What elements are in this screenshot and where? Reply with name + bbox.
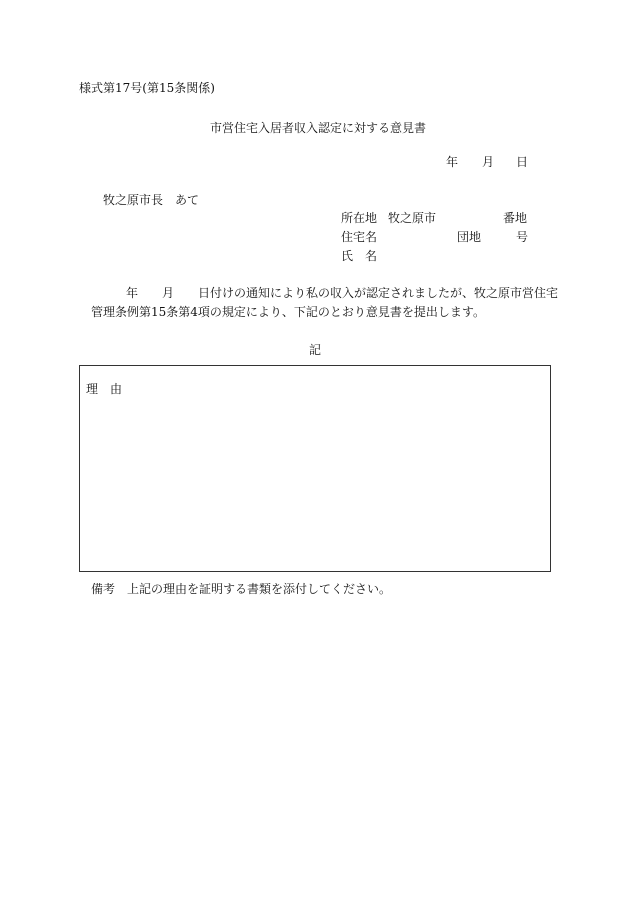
- housing-danchi: 団地: [457, 230, 482, 244]
- document-title: 市営住宅入居者収入認定に対する意見書: [210, 121, 427, 135]
- date-month-label: 月: [482, 155, 495, 169]
- address-city: 牧之原市: [388, 211, 437, 225]
- addressee: 牧之原市長 あて: [103, 193, 200, 207]
- name-label: 氏 名: [341, 249, 378, 263]
- ki-heading: 記: [309, 343, 322, 357]
- date-year-label: 年: [446, 155, 459, 169]
- reason-label: 理 由: [86, 382, 123, 396]
- body-month-label: 月: [162, 286, 175, 300]
- housing-label: 住宅名: [341, 230, 378, 244]
- body-line2: 管理条例第15条第4項の規定により、下記のとおり意見書を提出します。: [91, 305, 485, 319]
- form-number: 様式第17号(第15条関係): [79, 81, 215, 95]
- date-day-label: 日: [516, 155, 529, 169]
- address-label: 所在地: [341, 211, 378, 225]
- housing-go: 号: [516, 230, 529, 244]
- body-year-label: 年: [126, 286, 139, 300]
- reason-box: [79, 365, 551, 572]
- address-banchi: 番地: [503, 211, 528, 225]
- remarks-note: 備考 上記の理由を証明する書類を添付してください。: [91, 582, 392, 596]
- body-line1: 日付けの通知により私の収入が認定されましたが、牧之原市営住宅: [198, 286, 559, 300]
